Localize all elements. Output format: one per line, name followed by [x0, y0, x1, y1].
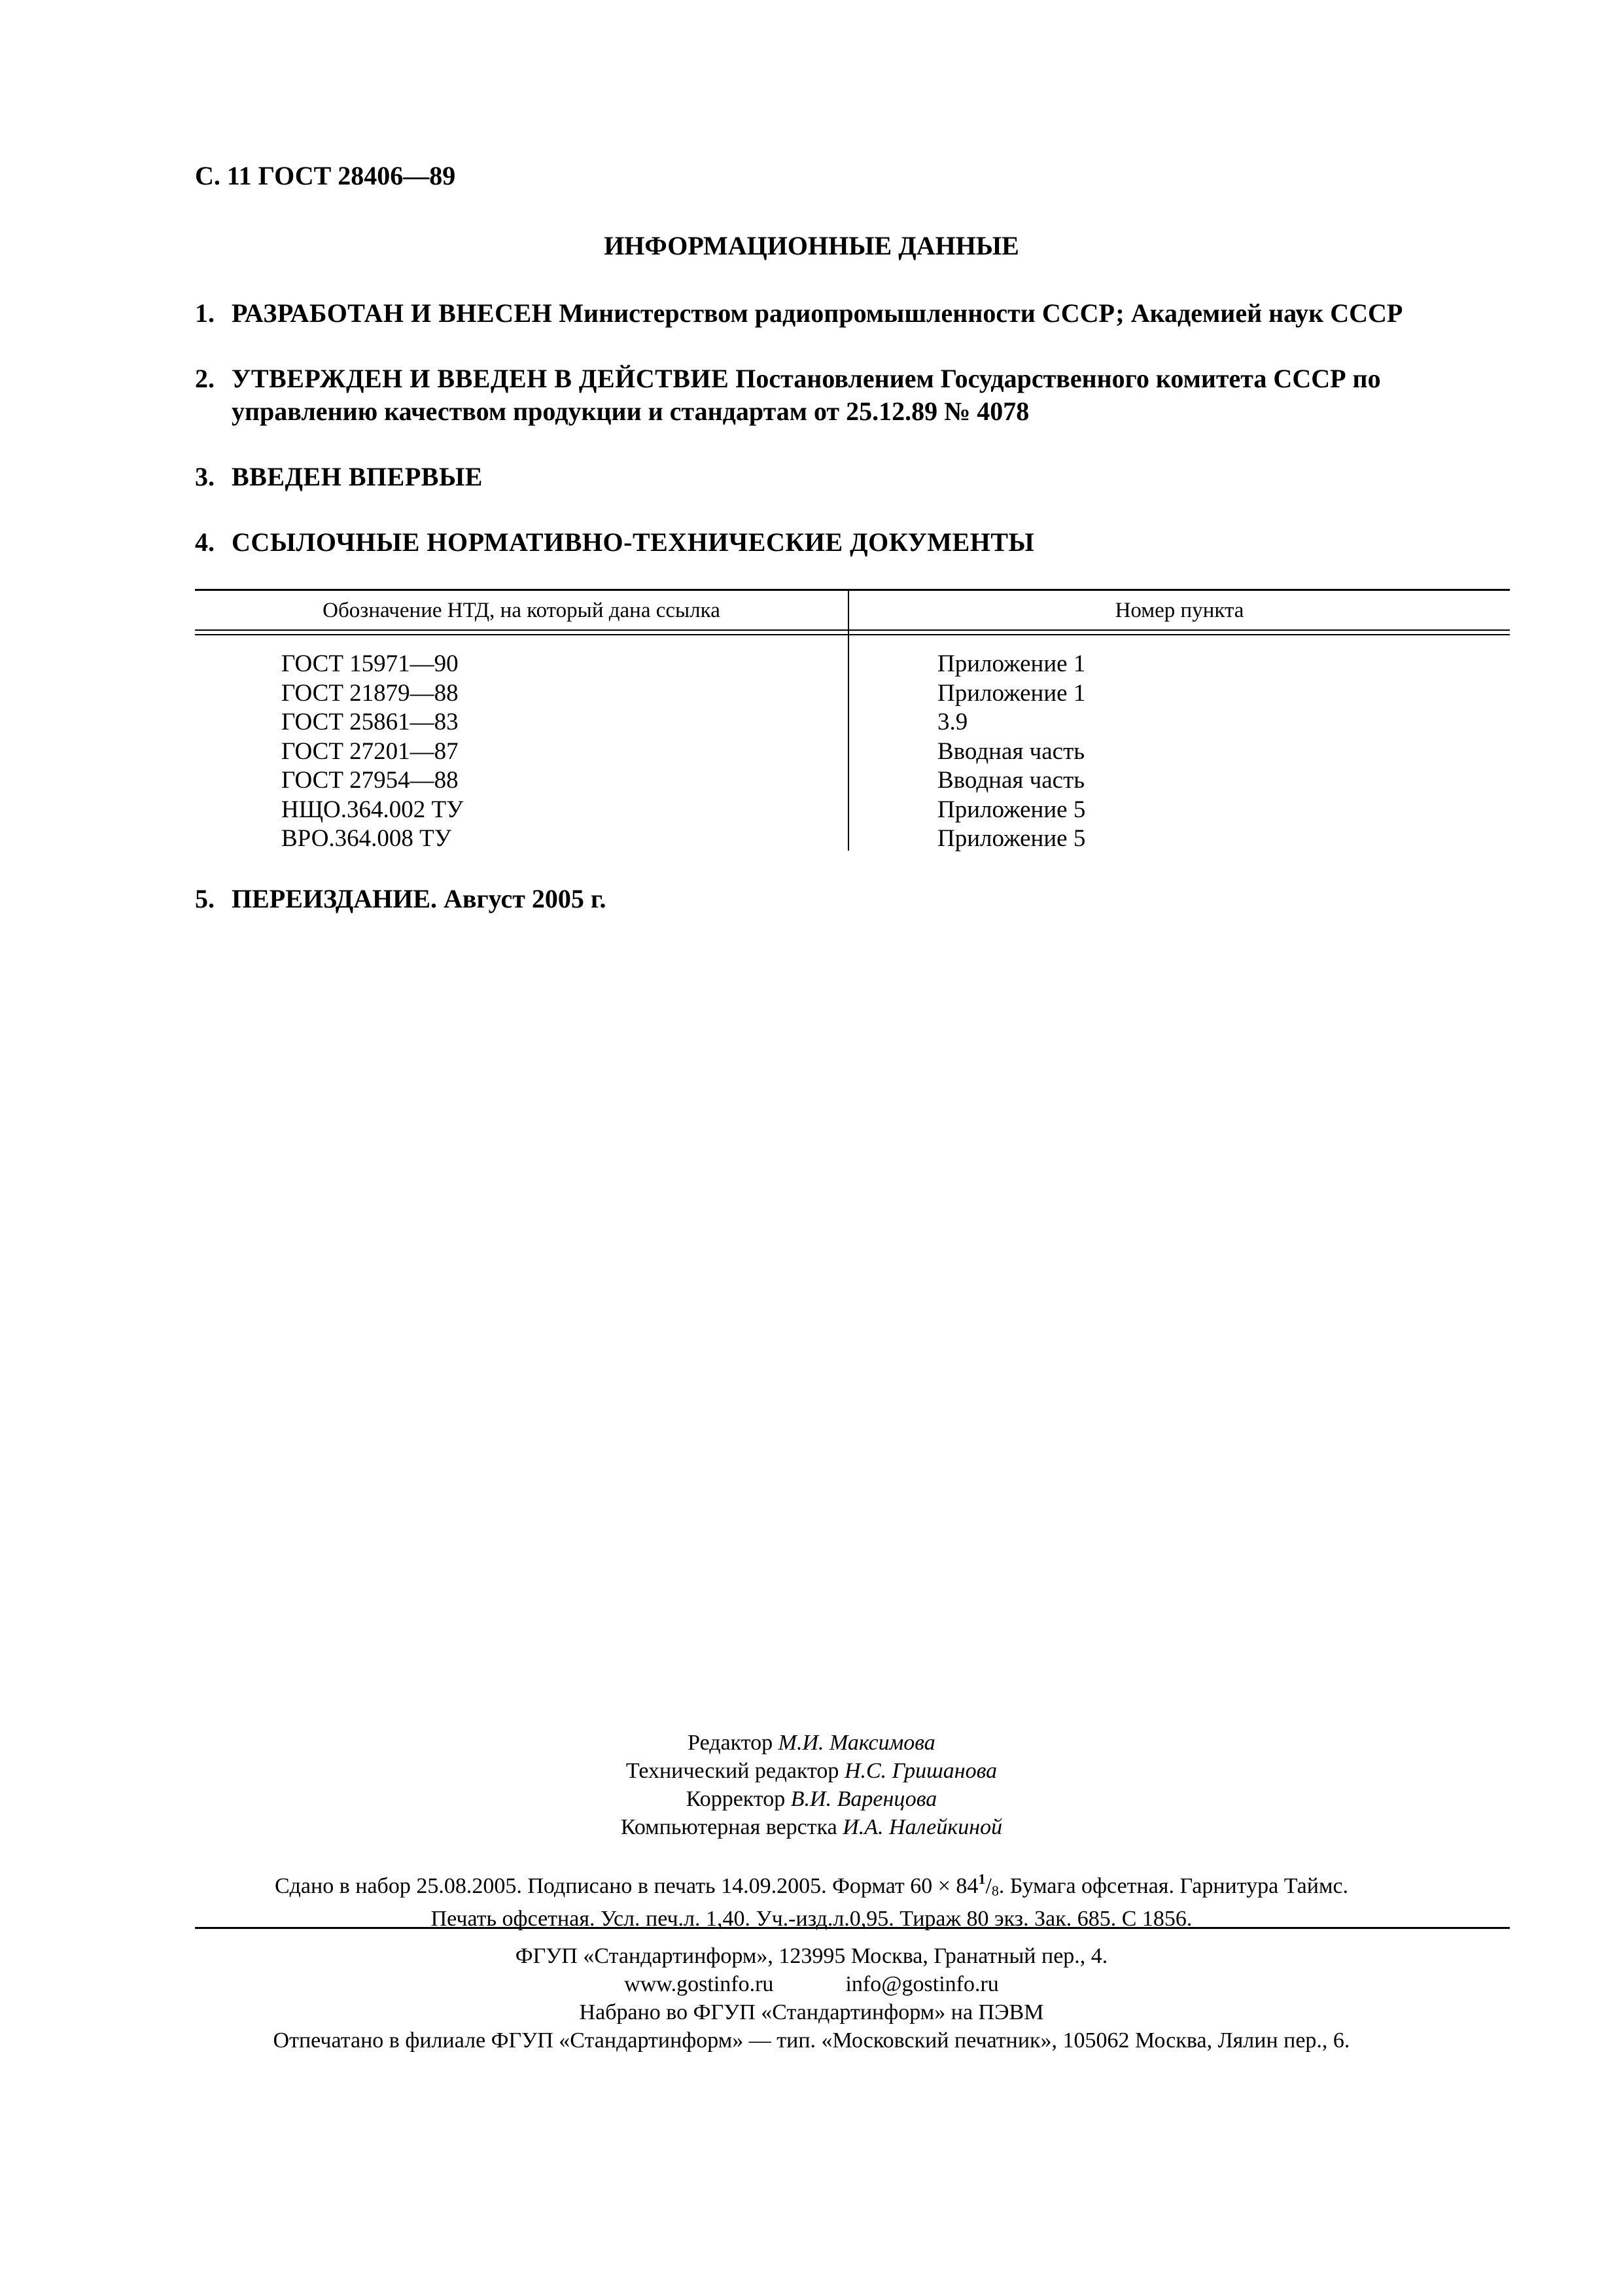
publisher-typeset: Набрано во ФГУП «Стандартинформ» на ПЭВМ: [579, 2000, 1044, 2024]
table-column-designation: [281, 650, 463, 854]
staff-line: Компьютерная верстка И.А. Налейкиной: [620, 1815, 1003, 1839]
item-text: Август 2005 г.: [437, 884, 606, 913]
table-cell: Приложение 5: [937, 825, 1086, 852]
table-column-divider: [848, 589, 849, 851]
print-info-line: Печать офсетная. Усл. печ.л. 1,40. Уч.-изд.л.0,95. Тираж 80 экз. Зак. 685. С 1856.: [430, 1907, 1193, 1931]
imprint-rule: [195, 1927, 1510, 1929]
table-top-rule: [195, 589, 1510, 591]
staff-credits: [0, 1729, 1623, 1841]
table-header-clause: Номер пункта: [1115, 599, 1244, 622]
table-cell: ГОСТ 15971—90: [281, 650, 459, 677]
staff-line: Корректор В.И. Варенцова: [686, 1787, 937, 1811]
item-developed: [195, 298, 1403, 328]
item-number: 2.: [195, 364, 215, 393]
publisher-printed: Отпечатано в филиале ФГУП «Стандартинформ» — тип. «Московский печатник», 105062 Москва, Лялин пер., 6.: [273, 2028, 1350, 2053]
item-reissue: [195, 883, 606, 914]
table-cell: 3.9: [937, 709, 968, 735]
publisher-info: [0, 1942, 1623, 2055]
table-cell: Приложение 1: [937, 650, 1086, 677]
table-header-designation: Обозначение НТД, на который дана ссылка: [323, 599, 720, 622]
item-lead: УТВЕРЖДЕН И ВВЕДЕН В ДЕЙСТВИЕ: [232, 364, 729, 393]
table-cell: ГОСТ 27201—87: [281, 737, 459, 765]
item-approved: [195, 363, 1381, 394]
publisher-website-link[interactable]: www.gostinfo.ru: [624, 1972, 774, 1996]
table-cell: ГОСТ 21879—88: [281, 679, 459, 707]
publisher-address: ФГУП «Стандартинформ», 123995 Москва, Гранатный пер., 4.: [515, 1944, 1108, 1968]
item-approved-continuation: управлению качеством продукции и стандартам от 25.12.89 № 4078: [232, 397, 1030, 426]
staff-line: Редактор М.И. Максимова: [688, 1731, 935, 1755]
table-column-clause: [937, 650, 1085, 854]
print-info-line: Сдано в набор 25.08.2005. Подписано в печать 14.09.2005. Формат $60 \times 84^1/8$. Бумага офсетная. Гарнитура Таймс.: [274, 1871, 1349, 1899]
print-info: [0, 1865, 1623, 1933]
table-cell: НЩО.364.002 ТУ: [281, 796, 464, 823]
table-cell: Вводная часть: [937, 767, 1085, 794]
item-lead: РАЗРАБОТАН И ВНЕСЕН: [232, 298, 553, 328]
item-text: Министерством радиопромышленности СССР; Академией наук СССР: [552, 298, 1403, 328]
item-lead: ПЕРЕИЗДАНИЕ.: [232, 884, 438, 913]
item-text: Постановлением Государственного комитета СССР по: [729, 364, 1381, 393]
item-number: 4.: [195, 527, 215, 557]
item-first-introduced: [195, 461, 483, 492]
page-header: С. 11 ГОСТ 28406—89: [195, 161, 456, 190]
table-header-rule-double: [195, 634, 1510, 635]
item-lead: ССЫЛОЧНЫЕ НОРМАТИВНО-ТЕХНИЧЕСКИЕ ДОКУМЕНТЫ: [232, 527, 1035, 557]
page-title: ИНФОРМАЦИОННЫЕ ДАННЫЕ: [604, 231, 1019, 260]
item-reference-docs: [195, 527, 1034, 557]
item-number: 1.: [195, 298, 215, 328]
table-cell: Приложение 1: [937, 679, 1086, 707]
publisher-contacts: [0, 1970, 1623, 1998]
reference-table: [195, 589, 1510, 851]
table-cell: ГОСТ 25861—83: [281, 709, 459, 735]
item-number: 5.: [195, 884, 215, 913]
table-cell: ГОСТ 27954—88: [281, 767, 459, 794]
table-header-rule: [195, 629, 1510, 631]
item-lead: ВВЕДЕН ВПЕРВЫЕ: [232, 462, 483, 491]
publisher-email-link[interactable]: info@gostinfo.ru: [845, 1972, 999, 1996]
staff-line: Технический редактор Н.С. Гришанова: [625, 1759, 998, 1783]
table-cell: Приложение 5: [937, 796, 1086, 823]
item-number: 3.: [195, 462, 215, 491]
table-cell: ВРО.364.008 ТУ: [281, 825, 451, 852]
table-cell: Вводная часть: [937, 737, 1085, 765]
